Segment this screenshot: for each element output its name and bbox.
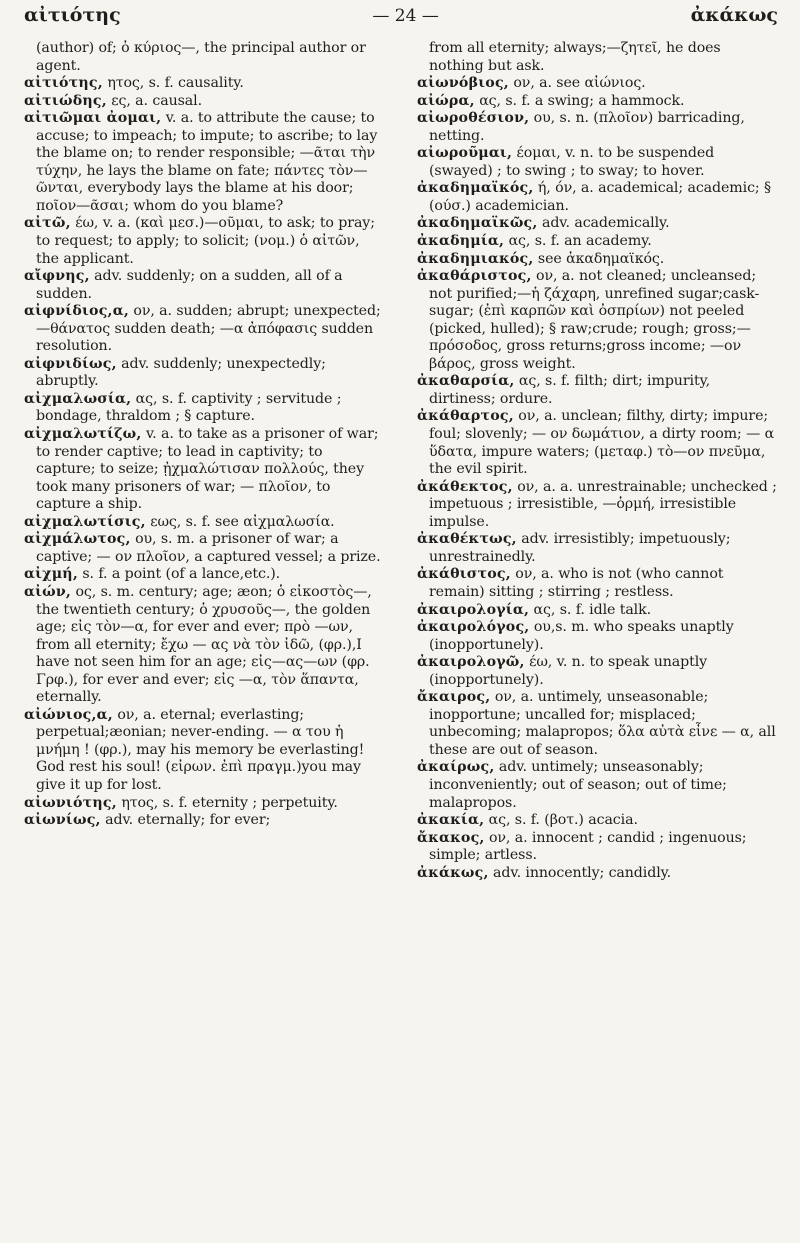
left-column [24,40,385,882]
headword: αἰώρα, [417,92,475,109]
definition: ητος, s. f. eternity ; perpetuity. [116,794,338,811]
headword: αἰτιῶμαι ἀομαι, [24,110,162,127]
definition: ος, s. m. century; age; æon; ὁ εἰκοστὸς—, the twentieth century; ὁ χρυσοῦς—, the golden age; εἰς τὸν—α, for ever and ever; πρὸ —ων, from all eternity; ἔχω — ας νὰ τὸν ἰδῶ, (φρ.),I have not seen him for an age; εἰς—ας—ων (φρ. Γρφ.), for ever and ever; εἰς —α, τὸν ἅπαντα, eternally. [36,583,372,706]
dictionary-entry [417,373,778,408]
dictionary-entry [24,426,385,514]
dictionary-entry [24,584,385,707]
definition: from all eternity; always;—ζητεῖ, he does nothing but ask. [429,40,721,74]
definition: ον, a. who is not (who cannot remain) sitting ; stirring ; restless. [429,566,724,600]
headword: ἄκαιρος, [417,689,491,706]
definition: ή, όν, a. academical; academic; § (ούσ.) academician. [429,180,772,214]
dictionary-entry [417,602,778,620]
headword: ἀκαιρολογῶ, [417,654,525,671]
dictionary-entry [417,865,778,883]
definition: ου, s. m. a prisoner of war; a captive; — ον πλοῖον, a captured vessel; a prize. [36,531,381,565]
headword: ἀκαθέκτως, [417,531,517,548]
definition: adv. academically. [537,215,670,232]
definition: ητος, s. f. causality. [102,75,244,92]
headword: αἰχμαλωτίσις, [24,513,146,530]
headword: αἰχμάλωτος, [24,531,131,548]
definition: adv. innocently; candidly. [488,864,672,881]
dictionary-entry [24,356,385,391]
dictionary-entry [24,795,385,813]
dictionary-entry [24,566,385,584]
right-column [417,40,778,882]
dictionary-entry [417,619,778,654]
definition: v. a. to take as a prisoner of war; to render captive; to lead in captivity; to capture; to seize; ᾐχμαλώτισαν πολλούς, they took many prisoners of war; — πλοῖον, to capture a ship. [36,426,379,513]
dictionary-entry [417,251,778,269]
definition: adv. suddenly; on a sudden, all of a sudden. [36,268,343,302]
headword: ἀκάθαρτος, [417,408,514,425]
dictionary-entry [417,654,778,689]
dictionary-entry [417,408,778,478]
dictionary-entry [417,145,778,180]
dictionary-entry [417,268,778,373]
headword: αἰτιότης, [24,75,103,92]
dictionary-entry [24,531,385,566]
columns [24,40,778,882]
definition: adv. suddenly; unexpectedly; abruptly. [36,355,326,390]
headword: ἀκαιρολογία, [417,601,530,618]
headword: αἰών, [24,583,72,600]
definition: έω, v. a. (καὶ μεσ.)—οῦμαι, to ask; to pray; to request; to apply; to solicit; (νομ.) ὁ αἰτῶν, the applicant. [36,215,375,267]
headword: αἰτιώδης, [24,92,107,109]
definition: εως, s. f. see αἰχμαλωσία. [145,513,335,530]
dictionary-entry [417,75,778,93]
running-head-right: ἀκάκως [690,4,778,26]
running-head [24,0,778,36]
dictionary-entry [417,40,778,75]
dictionary-entry [417,812,778,830]
definition: ον, a. a. unrestrainable; unchecked ; impetuous ; irresistible, —ὁρμή, irresistible impulse. [429,478,777,530]
headword: ἀκαδημία, [417,233,505,250]
definition: ον, a. eternal; everlasting; perpetual;æonian; never-ending. — α του ἡ μνήμη ! (φρ.), may his memory be everlasting! God rest his soul! (εἰρων. ἐπὶ πραγμ.)you may give it up for lost. [36,706,365,793]
dictionary-entry [417,689,778,759]
headword: αἰχμή, [24,566,78,583]
dictionary-entry [24,110,385,215]
headword: αἰτῶ, [24,215,71,232]
headword: ἀκαιρολόγος, [417,619,530,636]
definition: έω, v. n. to speak unaptly (inopportunely). [429,654,708,688]
definition: ον, a. unclean; filthy, dirty; impure; foul; slovenly; — ον δωμάτιον, a dirty room; — α ὕδατα, impure waters; (μεταφ.) τὸ—ον πνεῦμα, the evil spirit. [429,408,775,478]
definition: (author) of; ὁ κύριος—, the principal author or agent. [36,40,366,74]
headword: αἰωνίως, [24,812,101,829]
headword: αἰωροθέσιον, [417,110,530,127]
dictionary-entry [417,180,778,215]
definition: ον, a. sudden; abrupt; unexpected; —θάνατος sudden death; —α ἀπόφασις sudden resolution. [36,303,381,355]
dictionary-entry [24,303,385,356]
headword: ἀκάκως, [417,864,489,881]
definition: v. a. to attribute the cause; to accuse; to impeach; to impute; to ascribe; to lay the blame on; to render responsible; —ᾶται τὴν τύχην, he lays the blame on fate; πάντες τὸν—ῶνται, everybody lays the blame at his door; ποῖον—ᾶσαι; whom do you blame? [36,110,378,214]
dictionary-entry [417,479,778,532]
headword: ἀκακία, [417,812,485,829]
headword: ἀκαθάριστος, [417,268,532,285]
headword: αἰχμαλωτίζω, [24,426,142,443]
dictionary-entry [24,40,385,75]
dictionary-entry [417,531,778,566]
definition: ας, s. f. a swing; a hammock. [474,92,685,109]
definition: ας, s. f. captivity ; servitude ; bondage, thraldom ; § capture. [36,390,342,425]
definition: ας, s. f. an academy. [504,233,652,250]
definition: ου,s. m. who speaks unaptly (inopportunely). [429,619,734,653]
dictionary-entry [417,93,778,111]
definition: έομαι, v. n. to be suspended (swayed) ; to swing ; to sway; to hover. [429,145,715,179]
page-number: — 24 — [372,6,439,26]
headword: αἰχμαλωσία, [24,390,132,407]
definition: adv. irresistibly; impetuously; unrestrainedly. [429,531,731,565]
dictionary-entry [417,215,778,233]
dictionary-entry [417,830,778,865]
headword: αἰωνόβιος, [417,75,509,92]
definition: ον, a. innocent ; candid ; ingenuous; simple; artless. [429,829,747,864]
headword: ἀκαθαρσία, [417,373,515,390]
definition: ας, s. f. idle talk. [529,601,652,618]
definition: ον, a. not cleaned; uncleansed; not purified;—ἡ ζάχαρη, unrefined sugar;cask-sugar; (ἐπὶ καρπῶν καὶ ὀσπρίων) not peeled (picked, hulled); § raw;crude; rough; gross;—πρόσοδος, gross returns;gross income; —ον βάρος, gross weight. [429,268,760,372]
dictionary-entry [24,93,385,111]
definition: see ἀκαδημαϊκός. [533,250,665,267]
headword: ἀκαδημιακός, [417,250,534,267]
definition: adv. eternally; for ever; [100,812,271,829]
running-head-left: αἰτιότης [24,4,121,26]
dictionary-entry [417,566,778,601]
definition: adv. untimely; unseasonably; inconveniently; out of season; out of time; malapropos. [429,759,727,811]
dictionary-entry [24,514,385,532]
dictionary-entry [24,391,385,426]
headword: αἴφνης, [24,268,90,285]
definition: ον, a. see αἰώνιος. [508,75,646,92]
dictionary-entry [417,759,778,812]
definition: s. f. a point (of a lance,etc.). [77,566,281,583]
dictionary-entry [24,268,385,303]
headword: αἰωνιότης, [24,794,117,811]
definition: ας, s. f. (βοτ.) acacia. [484,812,638,829]
dictionary-entry [24,812,385,830]
headword: ἄκακος, [417,829,485,846]
dictionary-entry [24,215,385,268]
headword: ἀκάθεκτος, [417,478,513,495]
dictionary-entry [417,233,778,251]
definition: ας, s. f. filth; dirt; impurity, dirtiness; ordure. [429,373,711,407]
definition: ες, a. causal. [106,92,202,109]
headword: αἰώνιος,α, [24,706,113,723]
definition: ου, s. n. (πλοῖον) barricading, netting. [429,110,745,144]
dictionary-entry [24,75,385,93]
headword: ἀκαδημαϊκός, [417,180,534,197]
definition: ον, a. untimely, unseasonable; inopportune; uncalled for; misplaced; unbecoming; malapropos; ὅλα αὐτὰ εἶνε — α, all these are out of season. [429,689,776,758]
headword: ἀκαίρως, [417,759,495,776]
headword: αἰφνιδίως, [24,355,117,372]
dictionary-entry [417,110,778,145]
headword: ἀκάθιστος, [417,566,511,583]
dictionary-entry [24,707,385,795]
headword: αἰφνίδιος,α, [24,303,129,320]
headword: αἰωροῦμαι, [417,145,513,162]
headword: ἀκαδημαϊκῶς, [417,215,538,232]
